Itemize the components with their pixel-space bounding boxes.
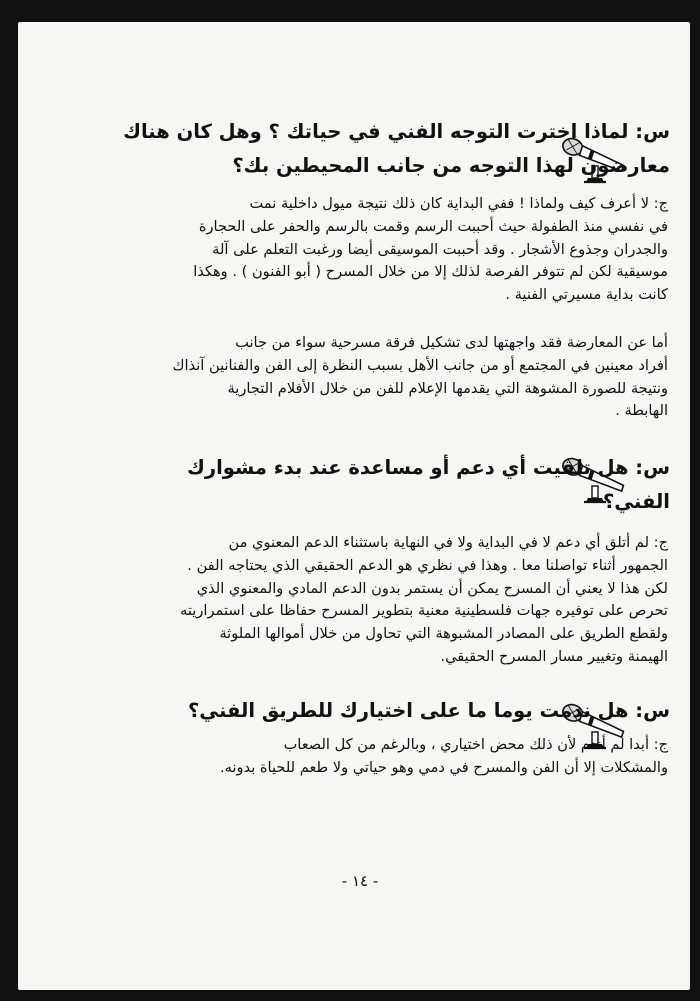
answer-line: ج: أبدا لم أندم لأن ذلك محض اختياري ، وبالرغم من كل الصعاب — [283, 736, 668, 753]
answer-1-continued — [46, 332, 668, 423]
answer-line: ونتيجة للصورة المشوهة التي يقدمها الإعلام للفن من خلال الأفلام التجارية — [227, 379, 668, 397]
answer-line: ج: لا أعرف كيف ولماذا ! ففي البداية كان ذلك نتيجة ميول داخلية نمت — [249, 195, 668, 212]
answer-line: في نفسي منذ الطفولة حيث أحببت الرسم وقمت بالرسم والحفر على الحجارة — [198, 217, 668, 235]
question-line: س: هل تلقيت أي دعم أو مساعدة عند بدء مشوارك — [187, 456, 670, 479]
answer-line: والجدران وجذوع الأشجار . وقد أحببت الموسيقى أيضا ورغبت التعلم على آلة — [212, 240, 668, 258]
answer-line: الجمهور أثناء تواصلنا معا . وهذا في نظري هو الدعم الحقيقي الذي يحتاجه الفن . — [187, 556, 668, 574]
answer-line: ج: لم أتلق أي دعم لا في البداية ولا في النهاية باستثناء الدعم المعنوي من — [228, 534, 668, 551]
question-line: الفني؟ — [602, 490, 670, 513]
answer-line: الهيمنة وتغيير مسار المسرح الحقيقي. — [440, 647, 668, 665]
document-page — [18, 22, 690, 990]
answer-2 — [46, 532, 668, 669]
answer-line: تحرص على توفيره جهات فلسطينية معنية بتطوير المسرح حفاظا على استمراريته — [180, 602, 668, 620]
answer-line: الهابطة . — [615, 402, 668, 420]
answer-line: ولقطع الطريق على المصادر المشبوهة التي تحاول من خلال أموالها الملوثة — [219, 625, 668, 643]
answer-line: أفراد معينين في المجتمع أو من جانب الأهل بسبب النظرة إلى الفن والفنانين آنذاك — [172, 356, 668, 374]
answer-line: لكن هذا لا يعني أن المسرح يمكن أن يستمر بدون الدعم المادي والمعنوي الذي — [196, 579, 668, 597]
question-line: معارضون لهذا التوجه من جانب المحيطين بك؟ — [232, 154, 670, 177]
question-line: س: لماذا اخترت التوجه الفني في حياتك ؟ وهل كان هناك — [123, 120, 670, 143]
answer-line: كانت بداية مسيرتي الفنية . — [505, 286, 668, 304]
answer-line: أما عن المعارضة فقد واجهتها لدى تشكيل فرقة مسرحية سواء من جانب — [235, 334, 668, 351]
answer-line: موسيقية لكن لم تتوفر الفرصة لذلك إلا من خلال المسرح ( أبو الفنون ) . وهكذا — [193, 263, 668, 281]
question-line: س: هل ندمت يوما ما على اختيارك للطريق الفني؟ — [187, 699, 670, 722]
answer-1 — [46, 193, 668, 307]
answer-line: والمشكلات إلا أن الفن والمسرح في دمي وهو حياتي ولا طعم للحياة بدونه. — [219, 758, 668, 776]
answer-3 — [46, 734, 668, 780]
page-number: - ١٤ - — [341, 872, 379, 890]
